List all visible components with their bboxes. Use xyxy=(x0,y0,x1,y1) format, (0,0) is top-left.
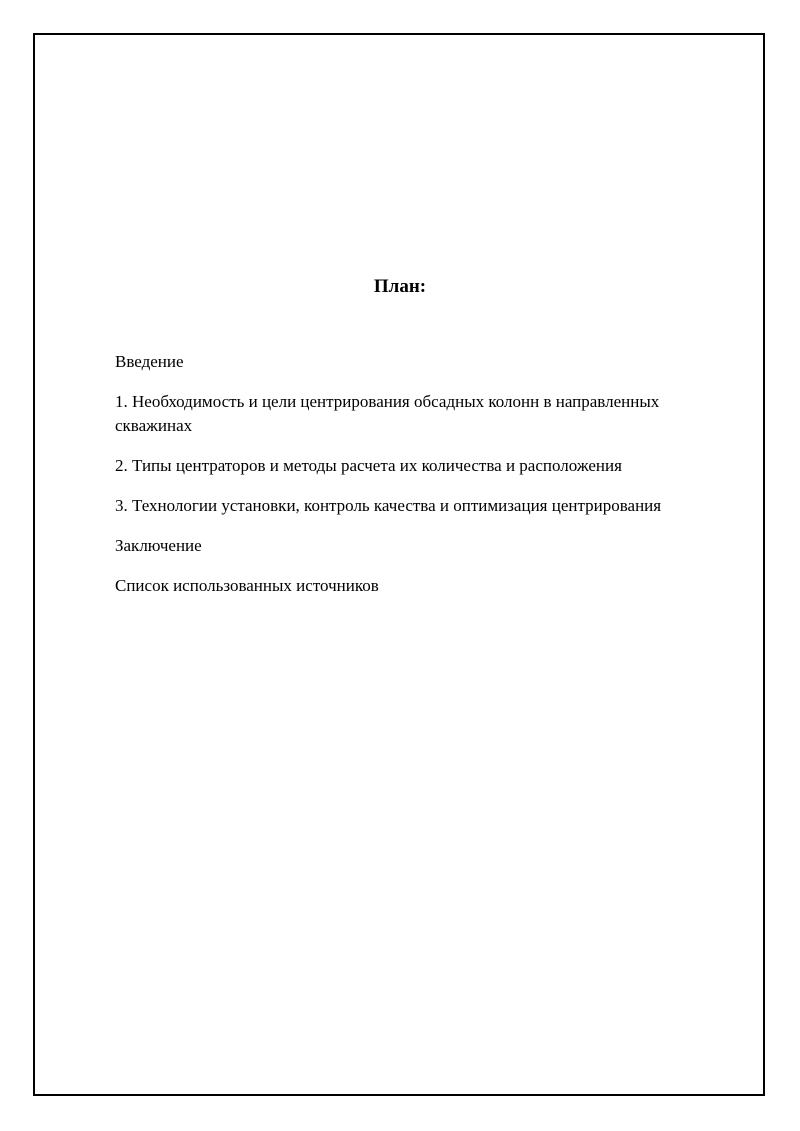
plan-item-introduction: Введение xyxy=(115,352,184,371)
page-title: План: xyxy=(373,276,427,297)
plan-item-chapter-3: 3. Технологии установки, контроль качества и оптимизация центрирования xyxy=(115,496,662,515)
plan-item-references: Список использованных источников xyxy=(115,576,379,595)
plan-item-chapter-2: 2. Типы центраторов и методы расчета их количества и расположения xyxy=(115,456,622,475)
plan-item-chapter-1: 1. Необходимость и цели центрирования обсадных колонн в направленных скважинах xyxy=(115,392,660,435)
plan-item-conclusion: Заключение xyxy=(115,536,202,555)
plan-list xyxy=(115,350,730,614)
